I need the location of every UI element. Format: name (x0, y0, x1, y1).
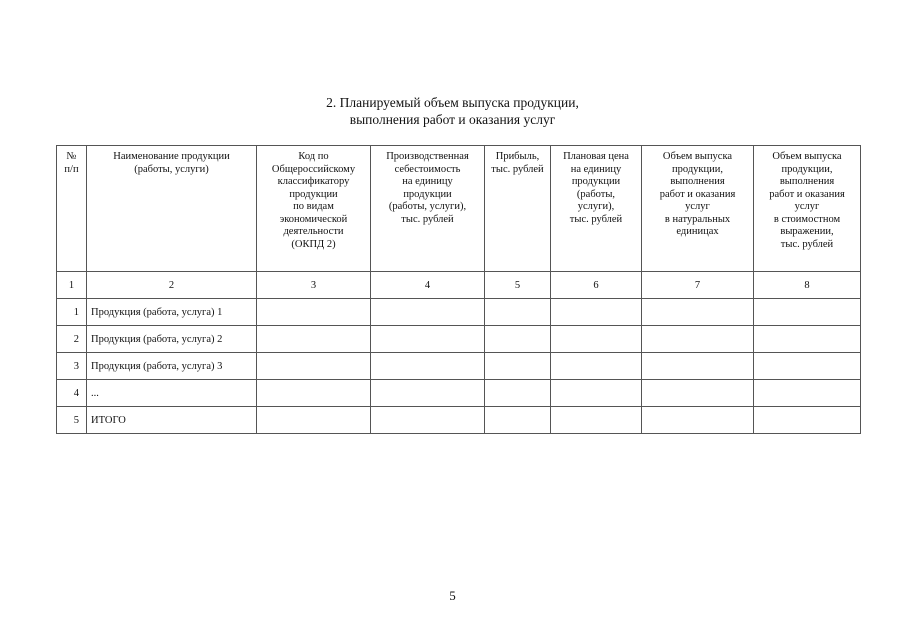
header-line: Объем выпуска (662, 151, 733, 162)
empty-cell (754, 353, 861, 380)
header-line: услуг (685, 201, 710, 212)
product-name: Продукция (работа, услуга) 2 (87, 326, 257, 353)
table-row (57, 353, 861, 380)
header-line: Код по (298, 151, 329, 162)
table-row (57, 407, 861, 434)
empty-cell (371, 353, 485, 380)
empty-cell (642, 353, 754, 380)
row-number: 3 (57, 353, 87, 380)
header-line: классификатору (277, 176, 350, 187)
column-number: 4 (371, 272, 485, 299)
empty-cell (754, 299, 861, 326)
header-line: экономической (279, 213, 348, 225)
product-name: ... (87, 380, 257, 407)
header-row (57, 146, 861, 272)
header-line: на единицу (402, 176, 453, 187)
header-line: продукции, (672, 163, 723, 175)
empty-cell (485, 353, 551, 380)
empty-cell (371, 380, 485, 407)
header-line: тыс. рублей (491, 163, 544, 175)
empty-cell (371, 326, 485, 353)
header-line: выражении, (780, 226, 834, 237)
header-line: по видам (293, 201, 334, 212)
header-line: выполнения (779, 176, 835, 187)
empty-cell (642, 407, 754, 434)
header-line: Наименование продукции (113, 151, 230, 162)
empty-cell (551, 407, 642, 434)
header-line: тыс. рублей (780, 238, 834, 250)
header-cell (57, 146, 87, 272)
table-row (57, 326, 861, 353)
header-line: работ и оказания (659, 188, 736, 200)
header-line: п/п (64, 163, 79, 175)
column-number: 2 (87, 272, 257, 299)
empty-cell (485, 326, 551, 353)
empty-cell (642, 299, 754, 326)
header-line: Производственная (386, 151, 469, 162)
column-number: 3 (257, 272, 371, 299)
section-title (0, 94, 905, 128)
header-line: продукции (571, 176, 621, 187)
header-line: единицах (676, 226, 719, 237)
header-line: Объем выпуска (772, 151, 842, 162)
header-line: (работы, услуги), (388, 201, 467, 212)
header-line: (работы, услуги) (134, 163, 209, 175)
header-line: услуги), (577, 201, 615, 212)
column-number: 1 (57, 272, 87, 299)
product-name: Продукция (работа, услуга) 1 (87, 299, 257, 326)
row-number: 4 (57, 380, 87, 407)
header-cell (754, 146, 861, 272)
header-line: услуг (794, 201, 820, 212)
page-number: 5 (449, 588, 456, 603)
header-line: деятельности (283, 226, 344, 237)
header-line: Прибыль, (495, 151, 540, 162)
header-cell (642, 146, 754, 272)
empty-cell (551, 299, 642, 326)
empty-cell (371, 407, 485, 434)
section-title-line2: выполнения работ и оказания услуг (349, 112, 556, 127)
header-line: выполнения (670, 176, 725, 187)
header-line: продукции, (781, 163, 833, 175)
header-line: продукции (289, 188, 338, 200)
header-line: на единицу (570, 163, 622, 175)
product-name: ИТОГО (87, 407, 257, 434)
section-title-line1: 2. Планируемый объем выпуска продукции, (326, 95, 579, 110)
header-line: № (66, 151, 77, 162)
header-line: (работы, (576, 188, 616, 200)
empty-cell (754, 407, 861, 434)
header-line: Плановая цена (563, 151, 629, 162)
product-name: Продукция (работа, услуга) 3 (87, 353, 257, 380)
empty-cell (485, 380, 551, 407)
empty-cell (642, 326, 754, 353)
empty-cell (257, 326, 371, 353)
header-cell (87, 146, 257, 272)
column-number: 7 (642, 272, 754, 299)
header-line: тыс. рублей (569, 213, 623, 225)
empty-cell (257, 407, 371, 434)
empty-cell (754, 326, 861, 353)
production-volume-table (56, 145, 861, 434)
table-row (57, 380, 861, 407)
header-line: в стоимостном (773, 213, 841, 225)
table-row (57, 299, 861, 326)
empty-cell (642, 380, 754, 407)
empty-cell (551, 326, 642, 353)
empty-cell (551, 353, 642, 380)
row-number: 5 (57, 407, 87, 434)
header-cell (257, 146, 371, 272)
header-line: тыс. рублей (401, 213, 454, 225)
empty-cell (257, 380, 371, 407)
header-cell (551, 146, 642, 272)
column-number: 8 (754, 272, 861, 299)
header-cell (371, 146, 485, 272)
column-number: 5 (485, 272, 551, 299)
empty-cell (754, 380, 861, 407)
header-line: работ и оказания (769, 188, 845, 200)
empty-cell (257, 299, 371, 326)
row-number: 1 (57, 299, 87, 326)
header-line: Общероссийскому (271, 163, 356, 175)
empty-cell (551, 380, 642, 407)
header-line: (ОКПД 2) (291, 238, 336, 250)
row-number: 2 (57, 326, 87, 353)
empty-cell (485, 299, 551, 326)
empty-cell (371, 299, 485, 326)
header-line: себестоимость (394, 163, 461, 175)
empty-cell (257, 353, 371, 380)
column-number: 6 (551, 272, 642, 299)
column-number-row (57, 272, 861, 299)
empty-cell (485, 407, 551, 434)
header-line: в натуральных (664, 213, 731, 225)
header-line: продукции (403, 188, 452, 200)
header-cell (485, 146, 551, 272)
